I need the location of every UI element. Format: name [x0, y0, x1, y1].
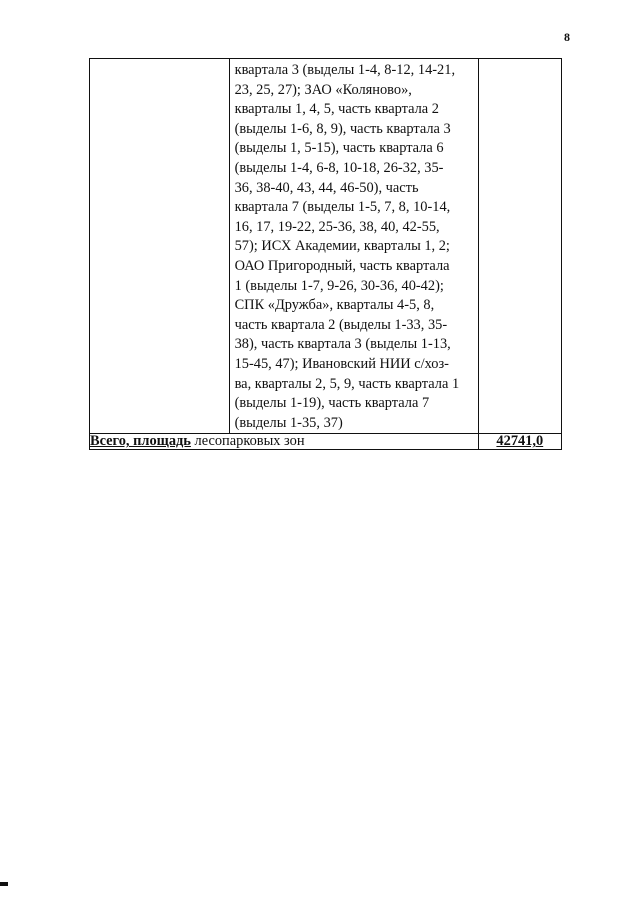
table-row-total	[90, 434, 562, 450]
description-line: 23, 25, 27); ЗАО «Коляново»,	[234, 81, 412, 98]
description-line: квартала 3 (выделы 1-4, 8-12, 14-21,	[234, 62, 456, 78]
description-text	[230, 59, 478, 433]
description-line: (выделы 1, 5-15), часть квартала 6	[234, 140, 444, 157]
description-line: 16, 17, 19-22, 25-36, 38, 40, 42-55,	[234, 218, 440, 235]
land-area-table	[89, 58, 562, 450]
total-label-rest: лесопарковых зон	[190, 433, 305, 450]
total-label	[90, 434, 479, 450]
description-line: 15-45, 47); Ивановский НИИ с/хоз-	[234, 355, 449, 372]
description-line: (выделы 1-4, 6-8, 10-18, 26-32, 35-	[234, 159, 444, 176]
description-line: СПК «Дружба», кварталы 4-5, 8,	[234, 297, 435, 314]
description-line: 36, 38-40, 43, 44, 46-50), часть	[234, 179, 419, 196]
description-line: (выделы 1-19), часть квартала 7	[234, 395, 430, 412]
description-line: (выделы 1-35, 37)	[234, 414, 343, 431]
description-line: (выделы 1-6, 8, 9), часть квартала 3	[234, 120, 451, 137]
description-line: ва, кварталы 2, 5, 9, часть квартала 1	[234, 375, 460, 392]
table-row	[90, 59, 562, 434]
table-cell-area	[478, 59, 561, 434]
description-line: 1 (выделы 1-7, 9-26, 30-36, 40-42);	[234, 277, 444, 294]
total-value: 42741,0	[478, 434, 561, 450]
description-line: кварталы 1, 4, 5, часть квартала 2	[234, 101, 439, 118]
description-line: 57); ИСХ Академии, кварталы 1, 2;	[234, 238, 450, 255]
description-line: 38), часть квартала 3 (выделы 1-13,	[234, 336, 451, 353]
table-cell-description	[229, 59, 478, 434]
page-number: 8	[564, 30, 570, 44]
description-line: ОАО Пригородный, часть квартала	[234, 257, 450, 274]
description-line: часть квартала 2 (выделы 1-33, 35-	[234, 316, 448, 333]
description-line: квартала 7 (выделы 1-5, 7, 8, 10-14,	[234, 199, 451, 216]
total-label-bold: Всего, площадь	[90, 433, 191, 450]
scan-mark	[0, 882, 8, 886]
table-cell-empty	[90, 59, 230, 434]
